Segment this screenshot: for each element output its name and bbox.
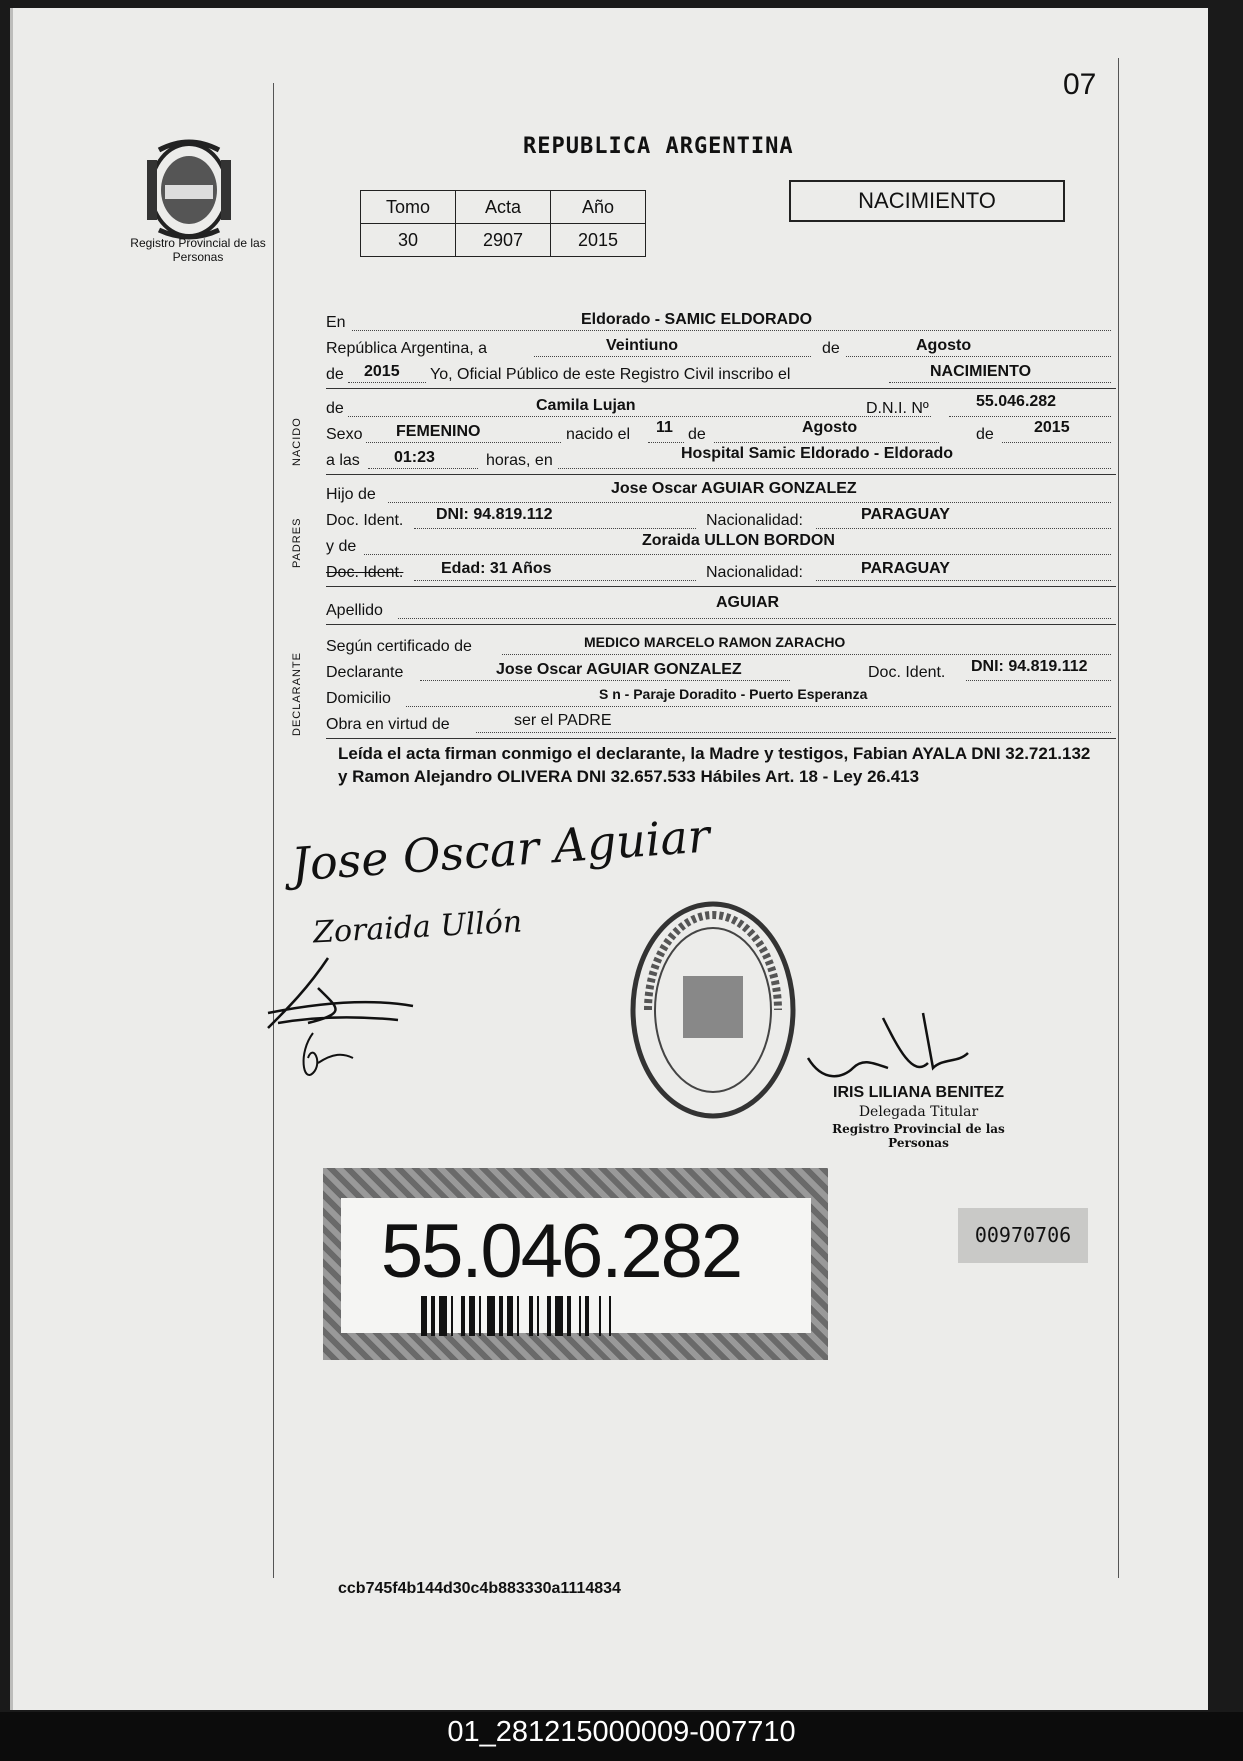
label-horas-en: horas, en (486, 452, 553, 469)
label-de-anio: de (326, 366, 344, 383)
label-yo-oficial: Yo, Oficial Público de este Registro Civil inscribo el (430, 366, 791, 383)
row-padre-doc (326, 506, 1111, 532)
value-anio: 2015 (364, 363, 400, 380)
label-obra: Obra en virtud de (326, 716, 450, 733)
official-name: IRIS LILIANA BENITEZ (833, 1084, 1004, 1101)
row-hora (326, 446, 1111, 472)
label-de2: de (688, 426, 706, 443)
value-madre: Zoraida ULLON BORDON (642, 532, 835, 549)
label-en: En (326, 314, 346, 331)
row-certificado (326, 632, 1111, 658)
value-madre-nac: PARAGUAY (861, 560, 950, 577)
label-hijo-de: Hijo de (326, 486, 376, 503)
value-obra: ser el PADRE (514, 712, 612, 729)
official-block (811, 1084, 1026, 1150)
side-label-padres: PADRES (291, 517, 303, 568)
label-segun: Según certificado de (326, 638, 472, 655)
page-number: 07 (1063, 68, 1097, 101)
document-title: REPUBLICA ARGENTINA (523, 134, 794, 159)
official-signature-icon (803, 1008, 978, 1093)
value-domicilio: S n - Paraje Doradito - Puerto Esperanza (599, 686, 868, 702)
value-acta: 2907 (456, 224, 551, 257)
label-a-las: a las (326, 452, 360, 469)
row-obra (326, 710, 1111, 736)
official-office: Registro Provincial de las Personas (832, 1122, 1005, 1150)
label-doc-ident: Doc. Ident. (326, 512, 404, 529)
row-madre (326, 532, 1111, 558)
label-doc-ident-struck: Doc. Ident. (326, 564, 404, 581)
row-nombre (326, 394, 1111, 420)
value-apellido: AGUIAR (716, 594, 780, 611)
barcode-label (323, 1168, 828, 1360)
value-anio: 2015 (551, 224, 646, 257)
value-certificado: MEDICO MARCELO RAMON ZARACHO (584, 634, 846, 650)
label-de-nombre: de (326, 400, 344, 417)
label-de-mes: de (822, 340, 840, 357)
label-nacido-el: nacido el (566, 426, 631, 443)
footer-id: 01_281215000009-007710 (0, 1712, 1243, 1761)
barcode-icon (421, 1296, 691, 1336)
label-dni: D.N.I. Nº (866, 400, 929, 417)
document-page (10, 8, 1208, 1710)
value-sexo: FEMENINO (396, 423, 481, 440)
value-padre-doc: DNI: 94.819.112 (436, 506, 553, 523)
label-nacionalidad: Nacionalidad: (706, 512, 803, 529)
signature-mother: Zoraida Ullón (312, 904, 523, 951)
value-dni: 55.046.282 (976, 393, 1057, 410)
official-stamp-icon (628, 898, 798, 1123)
value-mes: Agosto (916, 337, 972, 354)
label-doc-ident2: Doc. Ident. (868, 664, 946, 681)
value-lugar-nac: Hospital Samic Eldorado - Eldorado (681, 445, 954, 462)
value-hora: 01:23 (394, 449, 435, 466)
left-margin-line (273, 83, 274, 1578)
header-tomo: Tomo (361, 191, 456, 224)
signature-father: Jose Oscar Aguiar (289, 808, 712, 892)
provincial-seal-icon (143, 130, 235, 248)
value-tipo: NACIMIENTO (930, 363, 1032, 380)
right-margin-line (1118, 58, 1119, 1578)
witness-signature-2-icon (293, 1023, 363, 1093)
record-table (360, 190, 646, 257)
closing-statement: Leída el acta firman conmigo el declarante, la Madre y testigos, Fabian AYALA DNI 32.721.132 y Ramon Alejandro OLIVERA DNI 32.657.533 Hábiles Art. 18 - Ley 26.413 (338, 744, 1091, 786)
value-lugar: Eldorado - SAMIC ELDORADO (581, 311, 813, 328)
value-declarante: Jose Oscar AGUIAR GONZALEZ (496, 661, 742, 678)
document-hash: ccb745f4b144d30c4b883330a1114834 (338, 1580, 621, 1597)
label-nacionalidad2: Nacionalidad: (706, 564, 803, 581)
value-anio-nac: 2015 (1034, 419, 1070, 436)
value-padre: Jose Oscar AGUIAR GONZALEZ (611, 480, 857, 497)
label-domicilio: Domicilio (326, 690, 391, 707)
value-declarante-doc: DNI: 94.819.112 (971, 658, 1088, 675)
value-dia: 11 (656, 419, 673, 436)
value-nombre: Camila Lujan (536, 397, 636, 414)
label-republica: República Argentina, a (326, 340, 487, 357)
row-padre (326, 480, 1111, 506)
row-en (326, 308, 1111, 334)
label-declarante: Declarante (326, 664, 404, 681)
side-label-declarante: DECLARANTE (291, 652, 303, 736)
value-madre-doc: Edad: 31 Años (441, 560, 552, 577)
record-type-box: NACIMIENTO (789, 180, 1065, 222)
value-mes-nac: Agosto (802, 419, 858, 436)
registro-label: Registro Provincial de las Personas (130, 236, 266, 264)
row-sexo (326, 420, 1111, 446)
side-code: 00970706 (958, 1208, 1088, 1263)
value-tomo: 30 (361, 224, 456, 257)
row-apellido (326, 596, 1111, 622)
row-republica (326, 334, 1111, 360)
header-acta: Acta (456, 191, 551, 224)
label-sexo: Sexo (326, 426, 363, 443)
label-de3: de (976, 426, 994, 443)
official-role: Delegada Titular (858, 1104, 979, 1120)
row-yo-oficial (326, 360, 1111, 386)
row-domicilio (326, 684, 1111, 710)
row-declarante (326, 658, 1111, 684)
label-y-de: y de (326, 538, 357, 555)
side-label-nacido: NACIDO (291, 417, 303, 466)
header-anio: Año (551, 191, 646, 224)
label-apellido: Apellido (326, 602, 383, 619)
row-madre-doc (326, 558, 1111, 584)
barcode-number: 55.046.282 (380, 1209, 742, 1294)
value-dia-texto: Veintiuno (606, 337, 678, 354)
value-padre-nac: PARAGUAY (861, 506, 950, 523)
